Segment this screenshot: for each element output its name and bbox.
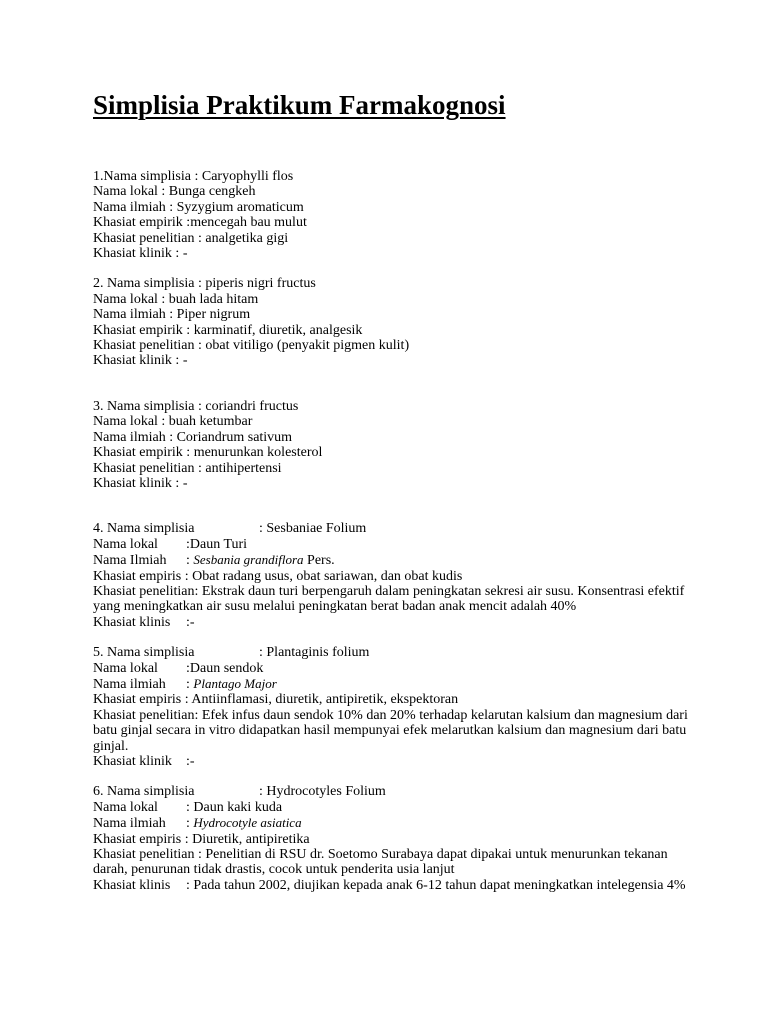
entry-6-khasiat-penelitian: Khasiat penelitian : Penelitian di RSU dr. Soetomo Surabaya dapat dipakai untuk menurunkan tekanan darah, penurunan tidak drastis, cocok untuk penderita usia lanjut [93, 847, 668, 878]
entry-5-khasiat-penelitian: Khasiat penelitian: Efek infus daun sendok 10% dan 20% terhadap kelarutan kalsium dan magnesium dari batu ginjal secara in vitro didapatkan hasil mempunyai efek melarutkan kalsium dan magnesium dari batu ginjal. [93, 707, 688, 754]
entry-1-khasiat-penelitian: Khasiat penelitian : analgetika gigi [93, 230, 289, 246]
entry-3 [93, 399, 693, 491]
entry-5-lokal-label: Nama lokal [93, 660, 158, 676]
entry-4-ilmiah-scientific-name: Sesbania grandiflora [193, 552, 304, 568]
entry-5-khasiat-empiris: Khasiat empiris : Antiinflamasi, diuretik, antipiretik, ekspektoran [93, 692, 459, 708]
entry-6-ilmiah-label: Nama ilmiah [93, 816, 166, 832]
entry-6-lokal-value: : Daun kaki kuda [186, 799, 283, 815]
entry-4-simplisia-value: : Sesbaniae Folium [259, 521, 367, 537]
entry-4-ilmiah-sep: : [186, 553, 194, 569]
entry-6-nama-simplisia [93, 784, 693, 799]
entry-3-khasiat-empirik: Khasiat empirik : menurunkan kolesterol [93, 445, 323, 461]
entry-5-ilmiah-sep: : [186, 676, 194, 692]
entry-2-khasiat-penelitian: Khasiat penelitian : obat vitiligo (penyakit pigmen kulit) [93, 338, 410, 354]
entry-4-klinis-value: :- [186, 614, 195, 630]
entry-4-lokal-value: :Daun Turi [186, 536, 248, 552]
entry-2-nama-ilmiah: Nama ilmiah : Piper nigrum [93, 307, 251, 323]
entry-5-ilmiah-label: Nama ilmiah [93, 676, 166, 692]
entry-2-khasiat-klinik: Khasiat klinik : - [93, 353, 188, 369]
entry-5-klinik-label: Khasiat klinik [93, 754, 172, 769]
entry-4-nama-lokal [93, 537, 693, 552]
entry-1-nama-ilmiah: Nama ilmiah : Syzygium aromaticum [93, 199, 304, 215]
entry-5-khasiat-klinik [93, 754, 693, 769]
document-body [93, 169, 693, 893]
entry-6 [93, 784, 693, 893]
entry-6-klinis-label: Khasiat klinis [93, 877, 171, 893]
entry-1-khasiat-empirik: Khasiat empirik :mencegah bau mulut [93, 215, 307, 231]
entry-6-ilmiah-sep: : [186, 816, 194, 832]
entry-1-khasiat-klinik: Khasiat klinik : - [93, 246, 188, 262]
entry-5-nama-simplisia [93, 645, 693, 660]
entry-6-khasiat-klinis [93, 878, 693, 893]
entry-6-ilmiah-scientific-name: Hydrocotyle asiatica [193, 815, 302, 831]
entry-6-khasiat-empiris: Khasiat empiris : Diuretik, antipiretika [93, 831, 310, 847]
entry-2 [93, 276, 693, 368]
entry-4-khasiat-penelitian: Khasiat penelitian: Ekstrak daun turi berpengaruh dalam peningkatan sekresi air susu. Konsentrasi efektif yang meningkatkan air susu melalui peningkatan berat badan anak mencit adalah 40% [93, 583, 685, 615]
page-title: Simplisia Praktikum Farmakognosi [93, 90, 506, 120]
entry-1 [93, 169, 693, 261]
entry-3-nama-simplisia: 3. Nama simplisia : coriandri fructus [93, 398, 299, 414]
entry-5-simplisia-value: : Plantaginis folium [259, 645, 370, 661]
entry-4-klinis-label: Khasiat klinis [93, 614, 171, 630]
entry-4-nama-ilmiah [93, 552, 693, 568]
entry-1-nama-lokal: Nama lokal : Bunga cengkeh [93, 184, 256, 200]
entry-4-ilmiah-label: Nama Ilmiah [93, 553, 167, 569]
entry-4-nama-simplisia [93, 521, 693, 536]
entry-5-simplisia-label: 5. Nama simplisia [93, 645, 195, 661]
entry-6-simplisia-value: : Hydrocotyles Folium [259, 784, 386, 800]
entry-4-ilmiah-author: Pers. [303, 553, 335, 569]
entry-5-nama-ilmiah [93, 676, 693, 692]
entry-5 [93, 645, 693, 769]
spacer [93, 261, 693, 276]
spacer [93, 369, 693, 399]
spacer [93, 630, 693, 645]
entry-3-khasiat-klinik: Khasiat klinik : - [93, 475, 188, 491]
entry-4-khasiat-klinis [93, 615, 693, 630]
spacer [93, 491, 693, 521]
entry-5-klinik-value: :- [186, 754, 195, 769]
entry-4 [93, 521, 693, 630]
entry-5-lokal-value: :Daun sendok [186, 660, 264, 676]
entry-3-nama-ilmiah: Nama ilmiah : Coriandrum sativum [93, 429, 293, 445]
entry-6-nama-lokal [93, 800, 693, 815]
entry-6-klinis-value: : Pada tahun 2002, diujikan kepada anak 6-12 tahun dapat meningkatkan intelegensia 4% [186, 877, 686, 893]
entry-2-nama-simplisia: 2. Nama simplisia : piperis nigri fructus [93, 276, 316, 292]
spacer [93, 769, 693, 784]
entry-4-khasiat-empiris: Khasiat empiris : Obat radang usus, obat sariawan, dan obat kudis [93, 568, 463, 584]
entry-3-khasiat-penelitian: Khasiat penelitian : antihipertensi [93, 460, 282, 476]
entry-5-ilmiah-scientific-name: Plantago Major [193, 675, 277, 691]
entry-2-khasiat-empirik: Khasiat empirik : karminatif, diuretik, analgesik [93, 322, 363, 338]
entry-6-nama-ilmiah [93, 815, 693, 831]
entry-1-nama-simplisia: 1.Nama simplisia : Caryophylli flos [93, 169, 294, 184]
entry-6-simplisia-label: 6. Nama simplisia [93, 784, 195, 800]
entry-4-simplisia-label: 4. Nama simplisia [93, 521, 195, 537]
entry-6-lokal-label: Nama lokal [93, 799, 158, 815]
entry-3-nama-lokal: Nama lokal : buah ketumbar [93, 414, 253, 430]
entry-4-lokal-label: Nama lokal [93, 536, 158, 552]
entry-2-nama-lokal: Nama lokal : buah lada hitam [93, 291, 259, 307]
entry-5-nama-lokal [93, 661, 693, 676]
